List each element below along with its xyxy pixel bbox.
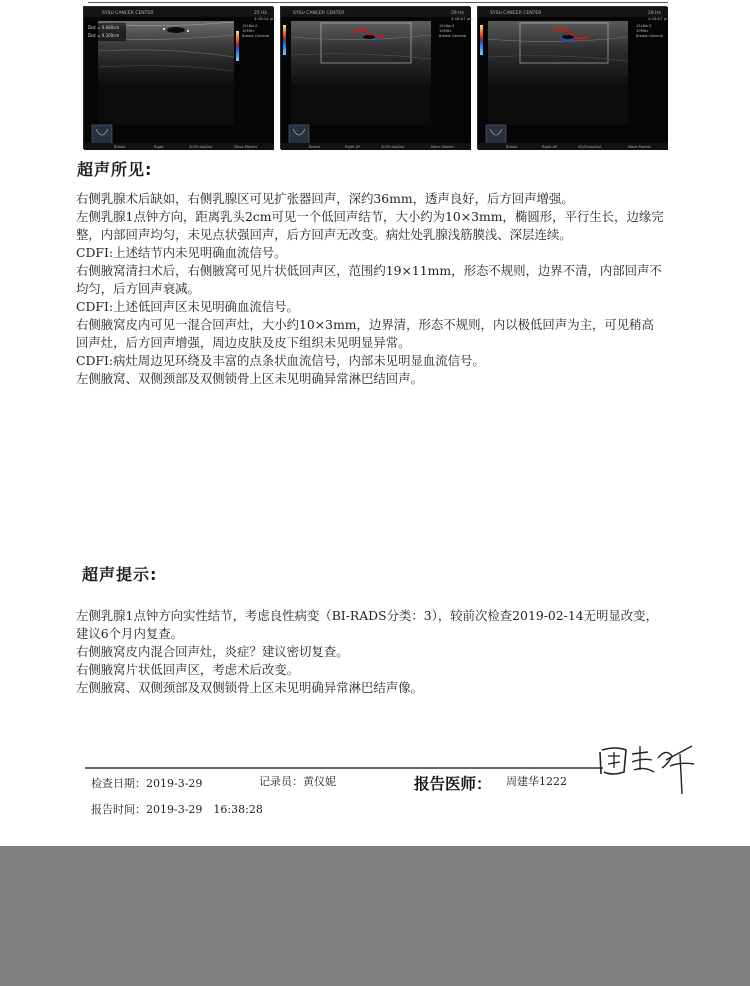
top-rule xyxy=(88,2,668,3)
us1-label-d: Move Marker xyxy=(234,145,258,149)
us2-device: SYSU CANCER CENTER xyxy=(293,11,345,16)
us3-preset: Breast-General xyxy=(636,34,664,38)
us3-label-d: Move Marker xyxy=(628,145,652,149)
us1-device: SYSU CANCER CENTER xyxy=(102,11,154,16)
doctor-name: 周建华1222 xyxy=(506,775,567,788)
us3-freq: 10MHz xyxy=(636,29,649,33)
us1-label-b: Right xyxy=(154,145,164,149)
impression-body xyxy=(76,607,666,697)
scan-background-band xyxy=(0,846,750,986)
findings-paragraph: 右侧腋窝皮内可见一混合回声灶，大小约10×3mm，边界清，形态不规则，内以极低回声为主，可见稍高回声灶，后方回声增强，周边皮肤及皮下组织未见明显异常。 xyxy=(76,317,654,350)
us1-fps: 25 Hz xyxy=(254,11,267,16)
doctor-label: 报告医师： xyxy=(414,775,492,793)
us3-device: SYSU CANCER CENTER xyxy=(490,11,542,16)
doctor-signature xyxy=(596,740,702,796)
us2-preset: Breast-General xyxy=(439,34,467,38)
us1-caliper-2: Dist = 0.300cm xyxy=(88,33,120,38)
impression-paragraph: 右侧腋窝皮内混合回声灶，炎症？建议密切复查。 xyxy=(76,644,349,659)
ultrasound-image-2 xyxy=(280,6,473,149)
findings-paragraph: 右侧乳腺术后缺如，右侧乳腺区可见扩张器回声，深约36mm，透声良好，后方回声增强。 xyxy=(76,191,574,206)
ultrasound-image-1 xyxy=(83,6,276,149)
us3-label-b: Right AP xyxy=(542,145,558,149)
us3-label-a: Breast xyxy=(506,145,518,149)
impression-paragraph: 左侧腋窝、双侧颈部及双侧锁骨上区未见明确异常淋巴结声像。 xyxy=(76,680,423,695)
findings-paragraph: 左侧乳腺1点钟方向，距离乳头2cm可见一个低回声结节，大小约为10×3mm，椭圆形，平行生长，边缘完整，内部回声均匀，未见点状强回声，后方回声无改变。病灶处乳腺浅筋膜浅、深层连续。 xyxy=(76,209,664,242)
impression-title: 超声提示: xyxy=(82,565,158,584)
us3-time: 4:18:07 pm xyxy=(648,16,670,21)
us1-caliper-1: Dist = 0.660cm xyxy=(88,25,120,30)
us3-probe: 15L8w-S xyxy=(636,24,652,28)
findings-paragraph: CDFI:上述结节内未见明确血流信号。 xyxy=(76,245,287,260)
us2-label-d: Move Marker xyxy=(431,145,455,149)
impression-paragraph: 右侧腋窝片状低回声区，考虑术后改变。 xyxy=(76,662,300,677)
us1-label-a: Breast xyxy=(114,145,126,149)
us2-freq: 10MHz xyxy=(439,29,452,33)
us2-fps: 29 Hz xyxy=(451,11,464,16)
findings-paragraph: CDFI:病灶周边见环绕及丰富的点条状血流信号，内部未见明显血流信号。 xyxy=(76,353,485,368)
us3-label-c: SO/Echo/Dlut xyxy=(578,145,602,149)
report-time: 报告时间：2019-3-29 16:38:28 xyxy=(91,803,263,816)
us3-fps: 29 Hz xyxy=(648,11,661,16)
findings-body xyxy=(76,190,666,388)
us2-label-c: SO/Echo/Dlut xyxy=(381,145,405,149)
exam-date: 检查日期：2019-3-29 xyxy=(91,777,203,790)
us2-label-a: Breast xyxy=(309,145,321,149)
us1-probe: 15L8w-S xyxy=(242,24,258,28)
findings-paragraph: 右侧腋窝清扫术后，右侧腋窝可见片状低回声区，范围约19×11mm，形态不规则，边界不清，内部回声不均匀，后方回声衰减。 xyxy=(76,263,662,296)
findings-title: 超声所见: xyxy=(77,160,153,179)
us2-time: 4:18:07 pm xyxy=(451,16,473,21)
footer-rule xyxy=(85,767,603,769)
us1-time: 4:18:14 pm xyxy=(254,16,276,21)
us1-label-c: SO/Echo/Dlut xyxy=(189,145,213,149)
impression-paragraph: 左侧乳腺1点钟方向实性结节，考虑良性病变（BI-RADS分类：3），较前次检查2019-02-14无明显改变，建议6个月内复查。 xyxy=(76,608,658,641)
us2-label-b: Right AP xyxy=(345,145,361,149)
us2-probe: 15L8w-S xyxy=(439,24,455,28)
findings-paragraph: CDFI:上述低回声区未见明确血流信号。 xyxy=(76,299,299,314)
findings-paragraph: 左侧腋窝、双侧颈部及双侧锁骨上区未见明确异常淋巴结回声。 xyxy=(76,371,423,386)
us1-preset: Breast-General xyxy=(242,34,270,38)
recorder: 记录员：黄仪妮 xyxy=(259,775,336,788)
ultrasound-image-3 xyxy=(477,6,670,149)
us1-freq: 10MHz xyxy=(242,29,255,33)
